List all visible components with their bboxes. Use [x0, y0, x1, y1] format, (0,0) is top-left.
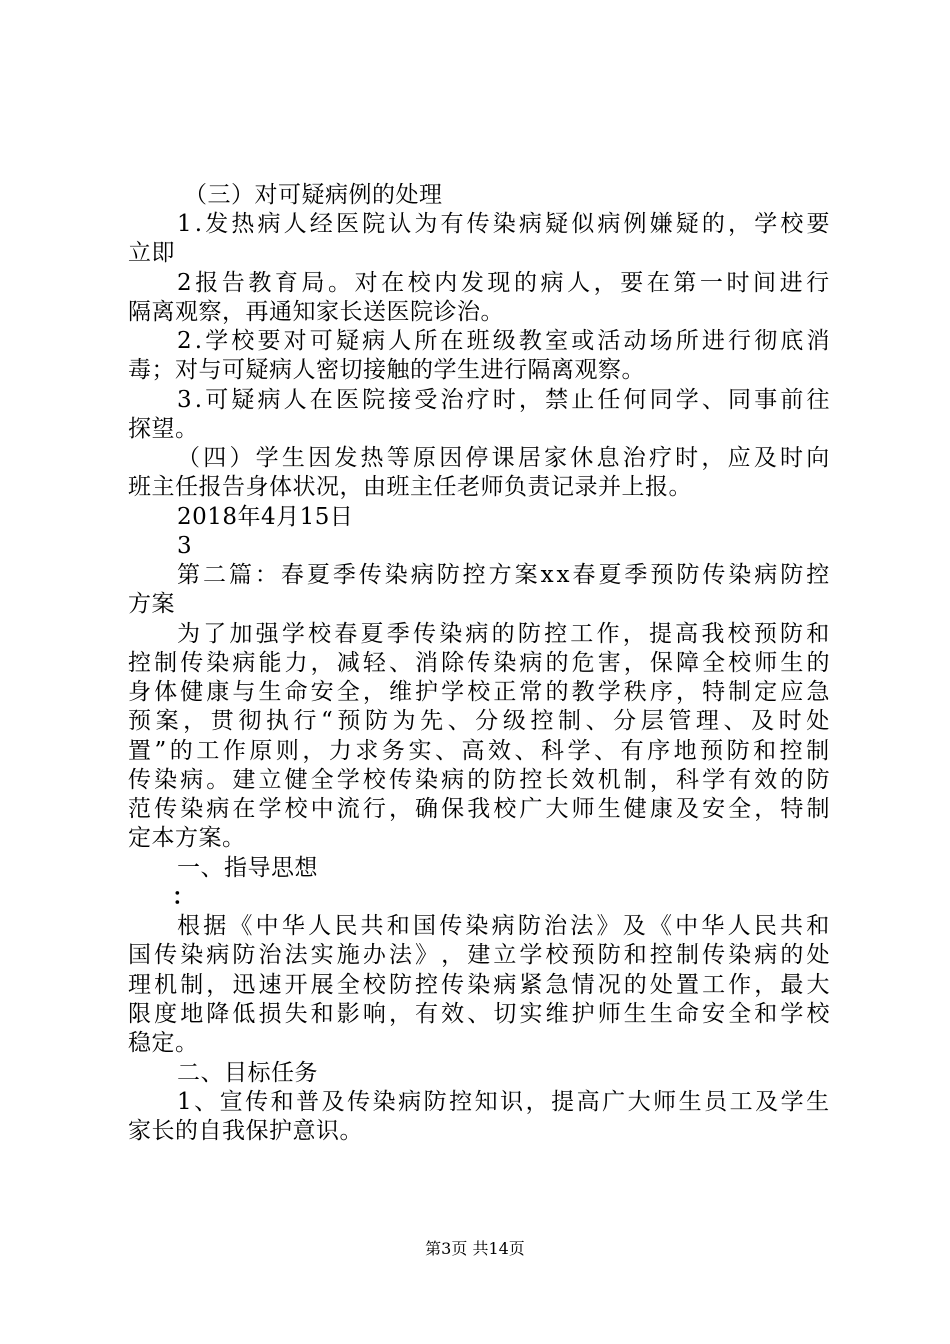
text-line: 立即 [128, 240, 175, 266]
text-line: 置 ” 的 工 作 原 则 ， 力 求 务 实 、 高 效 、 科 学 、 有 序 地 预 防 和 控 制 [128, 738, 830, 764]
section-title: 方案 [128, 591, 175, 617]
text-line: 根 据 《 中 华 人 民 共 和 国 传 染 病 防 治 法 》 及 《 中 华 人 民 共 和 [177, 913, 830, 939]
date-line: 2018年4月15日 [177, 504, 354, 530]
heading: 一、指导思想 [177, 855, 318, 881]
text-line: 家长的自我保护意识。 [128, 1118, 363, 1144]
text-line: ： [172, 883, 196, 910]
text-line: 毒；对与可疑病人密切接触的学生进行隔离观察。 [128, 357, 645, 383]
text-line: 2 . 学 校 要 对 可 疑 病 人 所 在 班 级 教 室 或 活 动 场 所 进 行 彻 底 消 [177, 328, 830, 354]
text-line: 1 . 发 热 病 人 经 医 院 认 为 有 传 染 病 疑 似 病 例 嫌 疑 的 ， 学 校 要 [177, 211, 830, 237]
text-line: 为 了 加 强 学 校 春 夏 季 传 染 病 的 防 控 工 作 ， 提 高 我 校 预 防 和 [177, 621, 830, 647]
text-line: 理 机 制 ， 迅 速 开 展 全 校 防 控 传 染 病 紧 急 情 况 的 处 置 工 作 ， 最 大 [128, 972, 830, 998]
section-title: 第 二 篇 ： 春 夏 季 传 染 病 防 控 方 案 x x 春 夏 季 预 防 传 染 病 防 控 [177, 562, 830, 588]
page-marker: 3 [177, 533, 193, 559]
text-line: 范 传 染 病 在 学 校 中 流 行 ， 确 保 我 校 广 大 师 生 健 康 及 安 全 ， 特 制 [128, 796, 830, 822]
text-line: 预 案 ， 贯 彻 执 行 “ 预 防 为 先 、 分 级 控 制 、 分 层 管 理 、 及 时 处 [128, 708, 830, 734]
text-line: 2 报 告 教 育 局 。 对 在 校 内 发 现 的 病 人 ， 要 在 第 一 时 间 进 行 [177, 270, 830, 296]
text-line: 控 制 传 染 病 能 力 ， 减 轻 、 消 除 传 染 病 的 危 害 ， 保 障 全 校 师 生 的 [128, 650, 830, 676]
heading: 二、目标任务 [177, 1060, 318, 1086]
text-line: （三）对可疑病例的处理 [184, 182, 443, 208]
text-line: 限 度 地 降 低 损 失 和 影 响 ， 有 效 、 切 实 维 护 师 生 生 命 安 全 和 学 校 [128, 1001, 830, 1027]
text-line: 身 体 健 康 与 生 命 安 全 ， 维 护 学 校 正 常 的 教 学 秩 序 ， 特 制 定 应 急 [128, 679, 830, 705]
text-line: （ 四 ） 学 生 因 发 热 等 原 因 停 课 居 家 休 息 治 疗 时 ， 应 及 时 向 [177, 445, 830, 471]
page-footer: 第3页 共14页 [425, 1239, 525, 1258]
text-line: 3 . 可 疑 病 人 在 医 院 接 受 治 疗 时 ， 禁 止 任 何 同 学 、 同 事 前 往 [177, 387, 830, 413]
text-line: 隔离观察，再通知家长送医院诊治。 [128, 299, 504, 325]
text-line: 国 传 染 病 防 治 法 实 施 办 法 》 ， 建 立 学 校 预 防 和 控 制 传 染 病 的 处 [128, 942, 830, 968]
text-line: 班主任报告身体状况，由班主任老师负责记录并上报。 [128, 474, 692, 500]
text-line: 1 、 宣 传 和 普 及 传 染 病 防 控 知 识 ， 提 高 广 大 师 生 员 工 及 学 生 [177, 1089, 830, 1115]
text-line: 定本方案。 [128, 825, 246, 851]
text-line: 传 染 病 。 建 立 健 全 学 校 传 染 病 的 防 控 长 效 机 制 ， 科 学 有 效 的 防 [128, 767, 830, 793]
text-line: 探望。 [128, 416, 199, 442]
text-line: 稳定。 [128, 1030, 199, 1056]
